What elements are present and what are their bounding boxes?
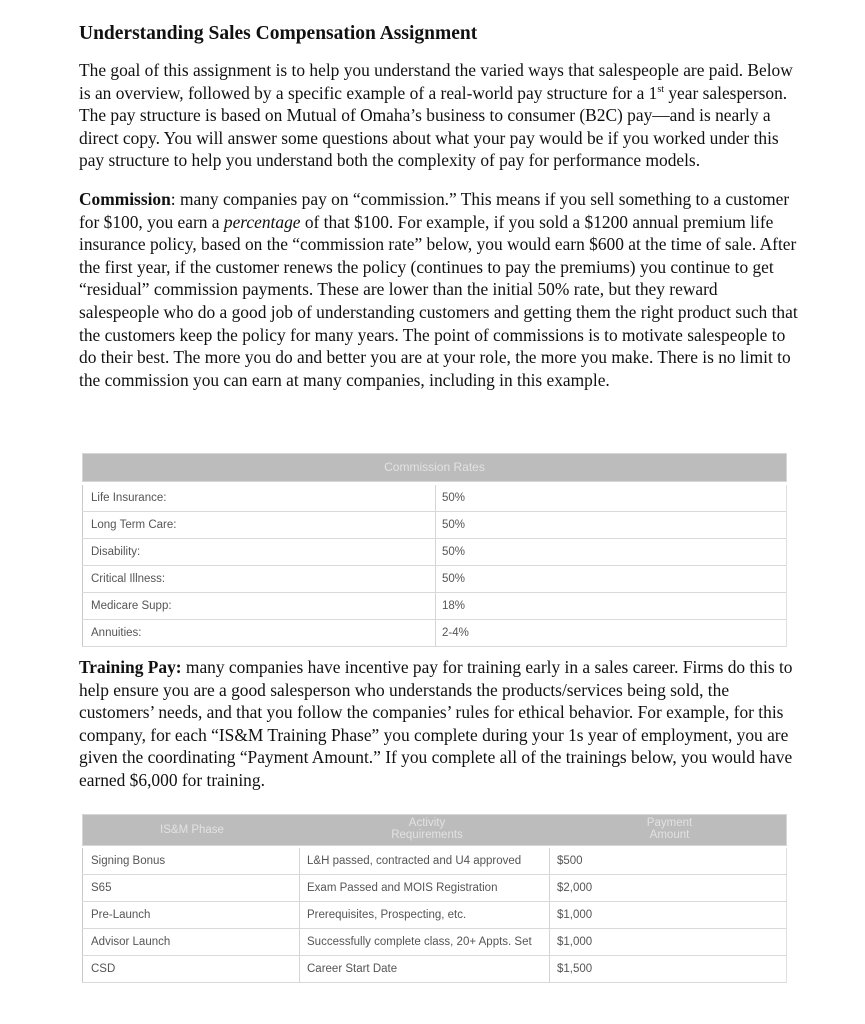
commission-table-header: Commission Rates xyxy=(82,453,787,482)
table-row xyxy=(82,512,786,539)
table-row xyxy=(82,566,786,593)
product-cell: Life Insurance: xyxy=(82,485,166,511)
training-pay-table xyxy=(82,814,787,983)
table-row xyxy=(82,593,786,620)
amount-cell: $2,000 xyxy=(557,882,593,894)
product-cell: Medicare Supp: xyxy=(82,593,172,619)
commission-paragraph xyxy=(79,188,799,391)
training-section xyxy=(79,656,799,792)
rate-cell: 50% xyxy=(442,573,466,585)
activity-cell: Prerequisites, Prospecting, etc. xyxy=(307,909,467,921)
product-cell: Disability: xyxy=(82,539,140,565)
training-lead: Training Pay: xyxy=(79,657,182,677)
intro-paragraph xyxy=(79,59,799,172)
intro-text-2: year salesperson. The pay structure is based on Mutual of Omaha’s business to consumer (B2C) pay—and is nearly a direct copy. You will answer some questions about what your pay would be if you worked under this pay structure to help you understand both the complexity of pay for performance models. xyxy=(79,82,788,171)
activity-cell: L&H passed, contracted and U4 approved xyxy=(307,855,522,867)
header-payment-line2: Amount xyxy=(649,829,690,841)
amount-cell: $1,500 xyxy=(557,963,593,975)
header-activity-line2: Requirements xyxy=(391,829,463,841)
commission-rates-table xyxy=(82,453,787,647)
table-row xyxy=(82,848,787,875)
training-text: many companies have incentive pay for training early in a sales career. Firms do this to help ensure you are a good salesperson who understands the products/services being sold, the customers’ needs, and that you follow the companies’ rules for ethical behavior. For example, for this company, for each “IS&M Training Phase” you complete during your 1s year of employment, you are given the coordinating “Payment Amount.” If you complete all of the trainings below, you would have earned $6,000 for training. xyxy=(79,657,793,790)
table-row xyxy=(82,929,787,956)
amount-cell: $1,000 xyxy=(557,936,593,948)
product-cell: Annuities: xyxy=(82,620,142,646)
phase-cell: Pre-Launch xyxy=(82,902,150,928)
rate-cell: 50% xyxy=(442,519,466,531)
amount-cell: $1,000 xyxy=(557,909,593,921)
header-payment-line1: Payment xyxy=(646,817,693,829)
table-row xyxy=(82,485,786,512)
amount-cell: $500 xyxy=(557,855,583,867)
rate-cell: 50% xyxy=(442,546,466,558)
training-table-body xyxy=(82,848,787,983)
table-row xyxy=(82,620,786,647)
table-row xyxy=(82,956,787,983)
rate-cell: 50% xyxy=(442,492,466,504)
activity-cell: Exam Passed and MOIS Registration xyxy=(307,882,498,894)
table-row xyxy=(82,539,786,566)
commission-text-2: of that $100. For example, if you sold a $1200 annual premium life insurance policy, based on the “commission rate” below, you would earn $600 at the time of sale. After the first year, if the customer renews the policy (continues to pay the premiums) you continue to get “residual” commission payments. These are lower than the initial 50% rate, but they reward salespeople who do a good job of understanding customers and getting them the right product such that the customers keep the policy for many years. The point of commissions is to motivate salespeople to do their best. The more you do and better you are at your role, the more you make. There is no limit to the commission you can earn at many companies, including in this example. xyxy=(79,211,798,390)
table-row xyxy=(82,875,787,902)
phase-cell: Signing Bonus xyxy=(82,848,165,874)
phase-cell: S65 xyxy=(82,875,111,901)
product-cell: Critical Illness: xyxy=(82,566,165,592)
activity-cell: Career Start Date xyxy=(307,963,398,975)
training-table-header xyxy=(82,814,787,846)
phase-cell: CSD xyxy=(82,956,115,982)
table-row xyxy=(82,902,787,929)
rate-cell: 2-4% xyxy=(442,627,469,639)
activity-cell: Successfully complete class, 20+ Appts. Set xyxy=(307,936,532,948)
header-activity-line1: Activity xyxy=(408,817,446,829)
commission-table-body xyxy=(82,485,787,647)
rate-cell: 18% xyxy=(442,600,466,612)
phase-cell: Advisor Launch xyxy=(82,929,170,955)
commission-emphasis: percentage xyxy=(223,211,301,232)
intro-superscript: st xyxy=(657,83,665,95)
intro-text-1: The goal of this assignment is to help you understand the varied ways that salespeople are paid. Below is an overview, followed by a specific example of a real-world pay structure for a 1 xyxy=(79,60,793,103)
training-paragraph xyxy=(79,656,799,792)
product-cell: Long Term Care: xyxy=(82,512,176,538)
commission-lead: Commission xyxy=(79,188,171,209)
assignment-document xyxy=(79,22,799,391)
header-phase: IS&M Phase xyxy=(160,824,224,836)
page-title: Understanding Sales Compensation Assignment xyxy=(79,23,478,44)
commission-text-1: : many companies pay on “commission.” This means if you sell something to a customer for $100, you earn a xyxy=(79,188,790,232)
